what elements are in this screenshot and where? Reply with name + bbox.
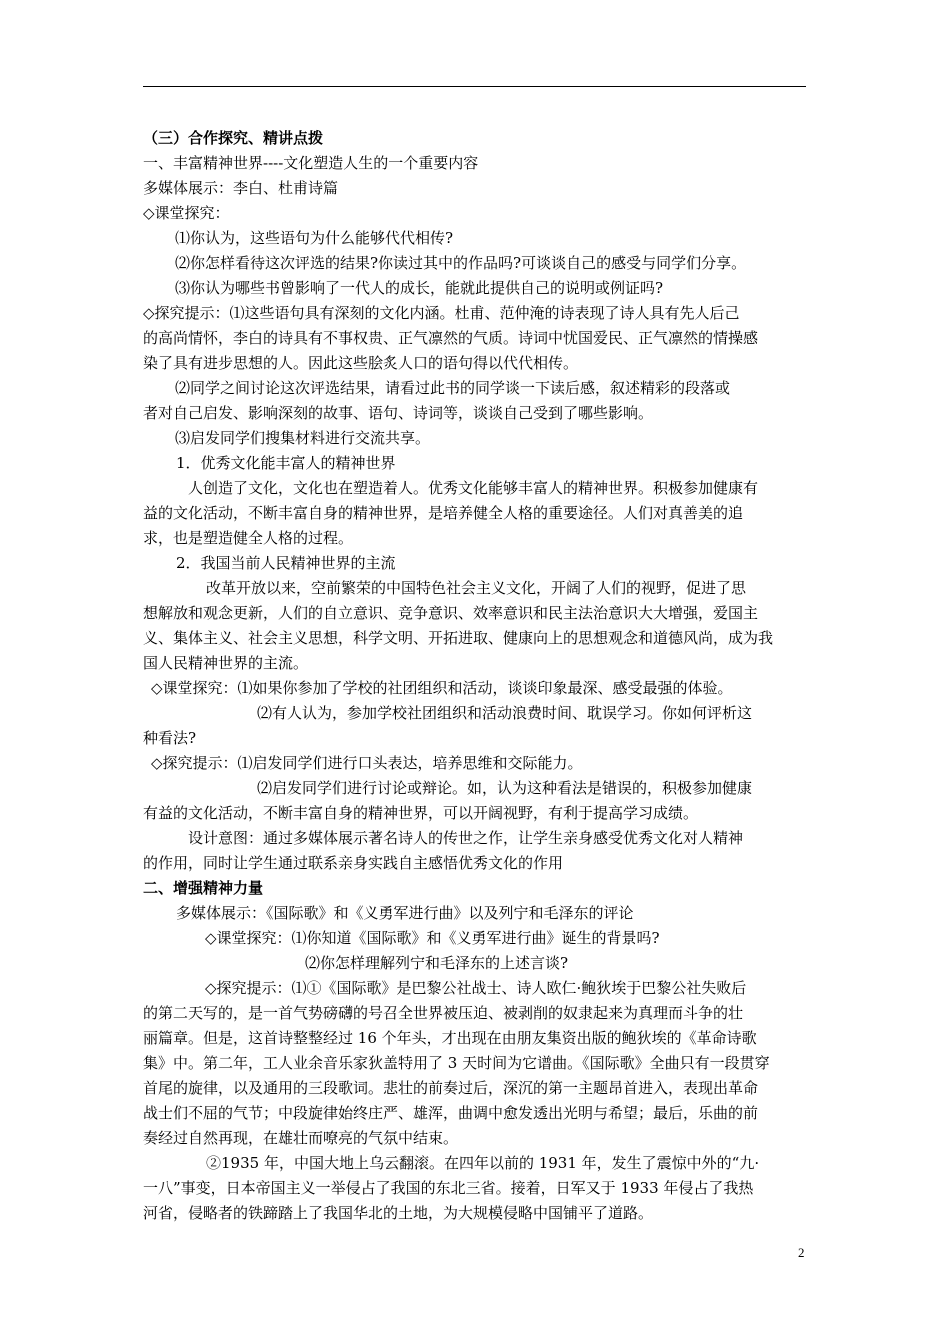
hint-paragraph-line: 河省，侵略者的铁蹄踏上了我国华北的土地，为大规模侵略中国铺平了道路。 [143, 1204, 654, 1222]
hint-paragraph-line: 的第二天写的，是一首气势磅礴的号召全世界被压迫、被剥削的奴隶起来为真理而斗争的壮 [143, 1004, 744, 1022]
hint-paragraph-line: ◇探究提示：⑴这些语句具有深刻的文化内涵。杜甫、范仲淹的诗表现了诗人具有先人后己 [143, 304, 740, 322]
hint-paragraph-line: ⑵同学之间讨论这次评选结果，请看过此书的同学谈一下读后感，叙述精彩的段落或 [175, 379, 731, 397]
subheading-mainstream: 2．我国当前人民精神世界的主流 [176, 554, 396, 572]
hint-line: ◇探究提示：⑴①《国际歌》是巴黎公社战士、诗人欧仁·鲍狄埃于巴黎公社失败后 [205, 979, 747, 997]
class-inquiry-line: ⑵你怎样理解列宁和毛泽东的上述言谈? [305, 954, 569, 972]
header-rule [143, 86, 806, 87]
body-paragraph-line: 益的文化活动，不断丰富自身的精神世界，是培养健全人格的重要途径。人们对真善美的追 [143, 504, 744, 522]
hint-paragraph-line: 者对自己启发、影响深刻的故事、语句、诗词等，谈谈自己受到了哪些影响。 [143, 404, 654, 422]
body-paragraph-line: 国人民精神世界的主流。 [143, 654, 309, 672]
page-number: 2 [798, 1245, 805, 1260]
topic-heading-enrich-spirit: 一、丰富精神世界----文化塑造人生的一个重要内容 [143, 154, 479, 172]
body-paragraph-line: 人创造了文化，文化也在塑造着人。优秀文化能够丰富人的精神世界。积极参加健康有 [188, 479, 759, 497]
class-inquiry-label: ◇课堂探究： [143, 204, 230, 222]
question-line: ⑴你认为，这些语句为什么能够代代相传? [175, 229, 454, 247]
class-inquiry-line: ⑵有人认为，参加学校社团组织和活动浪费时间、耽误学习。你如何评析这 [257, 704, 753, 722]
class-inquiry-line: ◇课堂探究：⑴如果你参加了学校的社团组织和活动，谈谈印象最深、感受最强的体验。 [151, 679, 733, 697]
hint-paragraph-line: 染了具有进步思想的人。因此这些脍炙人口的语句得以代代相传。 [143, 354, 579, 372]
hint-line: 有益的文化活动，不断丰富自身的精神世界，可以开阔视野，有利于提高学习成绩。 [143, 804, 699, 822]
subheading-rich-culture: 1．优秀文化能丰富人的精神世界 [176, 454, 396, 472]
body-paragraph-line: 想解放和观念更新，人们的自立意识、竞争意识、效率意识和民主法治意识大大增强，爱国主 [143, 604, 759, 622]
body-paragraph-line: 改革开放以来，空前繁荣的中国特色社会主义文化，开阔了人们的视野，促进了思 [206, 579, 747, 597]
hint-paragraph-line: ②1935 年，中国大地上乌云翻滚。在四年以前的 1931 年，发生了震惊中外的“九· [206, 1154, 760, 1172]
hint-paragraph-line: 集》中。第二年，工人业余音乐家狄盖特用了 3 天时间为它谱曲。《国际歌》全曲只有一段贯穿 [143, 1054, 770, 1072]
question-line: ⑵你怎样看待这次评选的结果?你读过其中的作品吗?可谈谈自己的感受与同学们分享。 [175, 254, 747, 272]
topic-heading-spiritual-strength: 二、增强精神力量 [143, 879, 264, 897]
hint-paragraph-line: 首尾的旋律，以及通用的三段歌词。悲壮的前奏过后，深沉的第一主题昂首进入，表现出革命 [143, 1079, 759, 1097]
multimedia-line: 多媒体展示：李白、杜甫诗篇 [143, 179, 339, 197]
hint-paragraph-line: 丽篇章。但是，这首诗整整经过 16 个年头，才出现在由朋友集资出版的鲍狄埃的《革命诗歌 [143, 1029, 757, 1047]
hint-line: ⑵启发同学们进行讨论或辩论。如，认为这种看法是错误的，积极参加健康 [257, 779, 753, 797]
multimedia-line: 多媒体展示：《国际歌》和《义勇军进行曲》以及列宁和毛泽东的评论 [176, 904, 634, 922]
class-inquiry-line: 种看法? [143, 729, 197, 747]
body-paragraph-line: 义、集体主义、社会主义思想，科学文明、开拓进取、健康向上的思想观念和道德风尚，成为我 [143, 629, 774, 647]
hint-line: ◇探究提示：⑴启发同学们进行口头表达，培养思维和交际能力。 [151, 754, 583, 772]
question-line: ⑶你认为哪些书曾影响了一代人的成长，能就此提供自己的说明或例证吗? [175, 279, 664, 297]
class-inquiry-line: ◇课堂探究：⑴你知道《国际歌》和《义勇军进行曲》诞生的背景吗? [205, 929, 660, 947]
hint-paragraph-line: ⑶启发同学们搜集材料进行交流共享。 [175, 429, 431, 447]
hint-paragraph-line: 战士们不屈的气节；中段旋律始终庄严、雄浑，曲调中愈发透出光明与希望；最后，乐曲的前 [143, 1104, 759, 1122]
hint-paragraph-line: 的高尚情怀，李白的诗具有不事权贵、正气凛然的气质。诗词中忧国爱民、正气凛然的情操感 [143, 329, 759, 347]
body-paragraph-line: 求，也是塑造健全人格的过程。 [143, 529, 354, 547]
design-intent-line: 设计意图：通过多媒体展示著名诗人的传世之作，让学生亲身感受优秀文化对人精神 [188, 829, 744, 847]
hint-paragraph-line: 一八”事变，日本帝国主义一举侵占了我国的东北三省。接着，日军又于 1933 年侵占了我热 [143, 1179, 754, 1197]
hint-paragraph-line: 奏经过自然再现，在雄壮而嘹亮的气氛中结束。 [143, 1129, 459, 1147]
section-heading-cooperative-inquiry: （三）合作探究、精讲点拨 [143, 129, 324, 147]
design-intent-line: 的作用，同时让学生通过联系亲身实践自主感悟优秀文化的作用 [143, 854, 564, 872]
